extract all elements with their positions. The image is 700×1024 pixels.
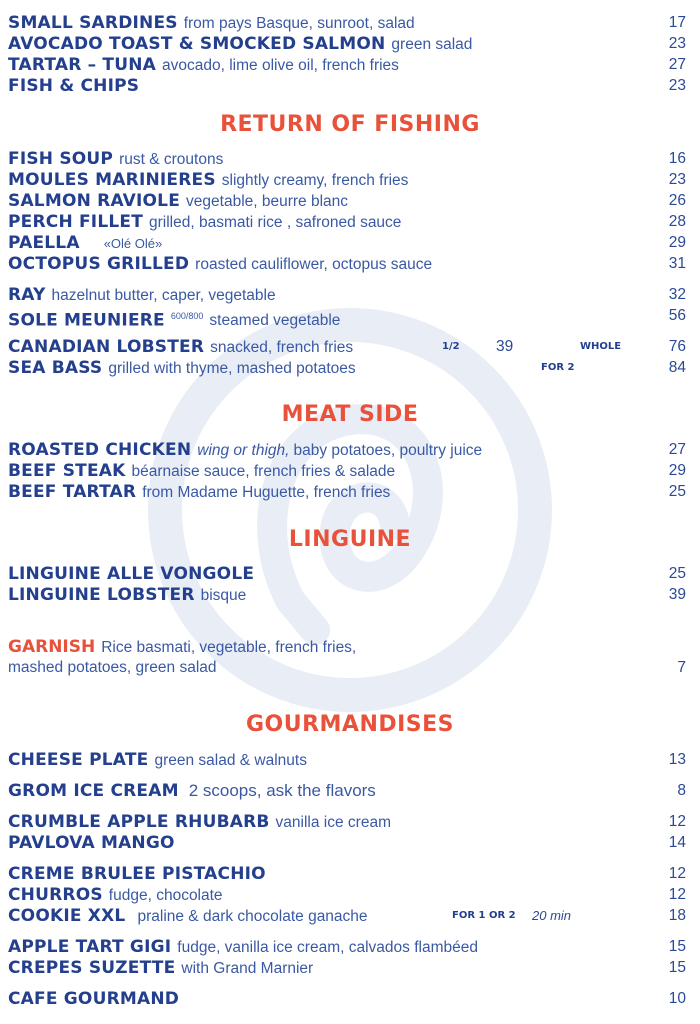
item-price: 84 <box>668 359 686 376</box>
item-name: RAY <box>8 285 46 305</box>
for2-label: FOR 2 <box>541 362 575 373</box>
item-price: 14 <box>668 834 686 851</box>
item-desc: with Grand Marnier <box>181 960 314 977</box>
item-price: 32 <box>668 286 686 303</box>
item-desc: grilled, basmati rice , safroned sauce <box>149 214 402 231</box>
item-name: CRUMBLE APPLE RHUBARB <box>8 812 270 832</box>
item-name: LINGUINE LOBSTER <box>8 585 195 605</box>
menu-item <box>8 232 686 254</box>
item-price: 10 <box>668 990 686 1007</box>
item-price: 16 <box>668 150 686 167</box>
item-name: CAFE GOURMAND <box>8 989 180 1009</box>
item-price: 12 <box>668 865 686 882</box>
menu-item <box>8 284 686 306</box>
item-name: ROASTED CHICKEN <box>8 440 192 460</box>
item-name: PERCH FILLET <box>8 212 143 232</box>
menu-item <box>8 780 686 802</box>
item-name: BEEF STEAK <box>8 461 126 481</box>
menu-item <box>8 957 686 979</box>
item-name: CANADIAN LOBSTER <box>8 337 205 357</box>
item-desc: bisque <box>200 587 247 604</box>
item-name: FISH SOUP <box>8 149 114 169</box>
item-name: AVOCADO TOAST & SMOCKED SALMON <box>8 34 386 54</box>
item-name: CREME BRULEE PISTACHIO <box>8 864 266 884</box>
item-desc: vanilla ice cream <box>275 814 391 831</box>
section-heading-meat: MEAT SIDE <box>281 402 419 427</box>
item-name: BEEF TARTAR <box>8 482 137 502</box>
item-desc: hazelnut butter, caper, vegetable <box>51 287 276 304</box>
item-name: CHURROS <box>8 885 103 905</box>
item-name: GROM ICE CREAM <box>8 781 179 801</box>
menu-item <box>8 460 686 482</box>
item-desc: «Olé Olé» <box>103 236 163 251</box>
menu-item <box>8 12 686 34</box>
item-price: 12 <box>668 813 686 830</box>
menu-item <box>8 148 686 170</box>
item-name: PAVLOVA MANGO <box>8 833 175 853</box>
item-desc: snacked, french fries <box>210 339 354 356</box>
half-price: 39 <box>496 338 514 355</box>
half-label: 1/2 <box>442 341 460 352</box>
section-heading-fishing: RETURN OF FISHING <box>220 112 480 137</box>
item-price: 31 <box>668 255 686 272</box>
menu-item <box>8 936 686 958</box>
item-name: LINGUINE ALLE VONGOLE <box>8 564 255 584</box>
item-price: 27 <box>668 56 686 73</box>
menu-item <box>8 439 686 461</box>
item-name: FISH & CHIPS <box>8 76 140 96</box>
item-name: PAELLA <box>8 233 80 253</box>
garnish-line1: Rice basmati, vegetable, french fries, <box>101 639 357 656</box>
item-desc: 2 scoops, ask the flavors <box>188 781 376 800</box>
item-desc: green salad <box>391 36 473 53</box>
menu-item <box>8 481 686 503</box>
menu-item <box>8 169 686 191</box>
menu-item <box>8 832 686 854</box>
item-price: 27 <box>668 441 686 458</box>
item-desc: slightly creamy, french fries <box>221 172 409 189</box>
item-desc: from Madame Huguette, french fries <box>142 484 391 501</box>
item-desc: fudge, vanilla ice cream, calvados flambéed <box>177 939 478 956</box>
serving-tag: FOR 1 OR 2 <box>452 910 516 921</box>
menu-item <box>8 54 686 76</box>
item-desc: praline & dark chocolate ganache <box>137 908 368 925</box>
item-name: APPLE TART GIGI <box>8 937 172 957</box>
menu-item <box>8 988 686 1010</box>
menu-item <box>8 563 686 585</box>
item-name: SOLE MEUNIERE <box>8 310 165 331</box>
item-desc: steamed vegetable <box>209 312 341 330</box>
item-price: 23 <box>668 77 686 94</box>
item-price: 13 <box>668 751 686 768</box>
menu-item <box>8 336 686 358</box>
item-desc: vegetable, beurre blanc <box>186 193 349 210</box>
item-desc: from pays Basque, sunroot, salad <box>183 15 415 32</box>
item-price: 18 <box>668 907 686 924</box>
menu-item <box>8 357 686 379</box>
prep-time: 20 min <box>532 908 572 923</box>
item-price: 8 <box>677 782 686 799</box>
item-price: 39 <box>668 586 686 603</box>
garnish-label: GARNISH <box>8 637 96 657</box>
menu-item <box>8 75 686 97</box>
item-name: OCTOPUS GRILLED <box>8 254 190 274</box>
item-price: 29 <box>668 234 686 251</box>
garnish-price: 7 <box>677 659 686 676</box>
item-name: COOKIE XXL <box>8 906 126 926</box>
item-desc: rust & croutons <box>119 151 224 168</box>
menu-item <box>8 33 686 55</box>
menu-item <box>8 863 686 885</box>
menu-item <box>8 905 686 927</box>
item-name: SALMON RAVIOLE <box>8 191 181 211</box>
item-name: TARTAR – TUNA <box>8 55 157 75</box>
item-price: 23 <box>668 171 686 188</box>
item-price: 25 <box>668 483 686 500</box>
item-price: 15 <box>668 959 686 976</box>
garnish-line2: mashed potatoes, green salad <box>8 659 217 676</box>
item-desc: roasted cauliflower, octopus sauce <box>195 256 433 273</box>
item-name: MOULES MARINIERES <box>8 170 216 190</box>
whole-label: WHOLE <box>580 341 622 352</box>
menu-item <box>8 190 686 212</box>
item-price: 29 <box>668 462 686 479</box>
item-price: 17 <box>668 14 686 31</box>
item-name: SEA BASS <box>8 358 103 378</box>
item-desc: béarnaise sauce, french fries & salade <box>131 463 396 480</box>
item-price: 28 <box>668 213 686 230</box>
item-price: 23 <box>668 35 686 52</box>
section-heading-gourmandises: GOURMANDISES <box>245 712 455 737</box>
garnish-row <box>8 636 686 658</box>
item-name: CREPES SUZETTE <box>8 958 176 978</box>
item-price: 76 <box>668 338 686 355</box>
menu-item <box>8 305 686 331</box>
item-weight: 600/800 <box>170 311 204 321</box>
menu-item <box>8 884 686 906</box>
item-desc: grilled with thyme, mashed potatoes <box>108 360 356 377</box>
item-price: 15 <box>668 938 686 955</box>
menu-item <box>8 584 686 606</box>
item-name: CHEESE PLATE <box>8 750 149 770</box>
item-desc: avocado, lime olive oil, french fries <box>162 57 399 74</box>
menu-item <box>8 211 686 233</box>
garnish-price-row <box>8 657 686 679</box>
section-heading-linguine: LINGUINE <box>288 527 412 552</box>
item-name: SMALL SARDINES <box>8 13 178 33</box>
item-price: 25 <box>668 565 686 582</box>
item-desc: fudge, chocolate <box>108 887 223 904</box>
menu-item <box>8 811 686 833</box>
item-price: 56 <box>668 307 686 324</box>
menu-item <box>8 749 686 771</box>
item-price: 12 <box>668 886 686 903</box>
item-desc: baby potatoes, poultry juice <box>293 442 483 459</box>
item-price: 26 <box>668 192 686 209</box>
menu-item <box>8 253 686 275</box>
item-desc: green salad & walnuts <box>154 752 307 769</box>
item-desc-italic: wing or thigh, <box>197 442 290 459</box>
